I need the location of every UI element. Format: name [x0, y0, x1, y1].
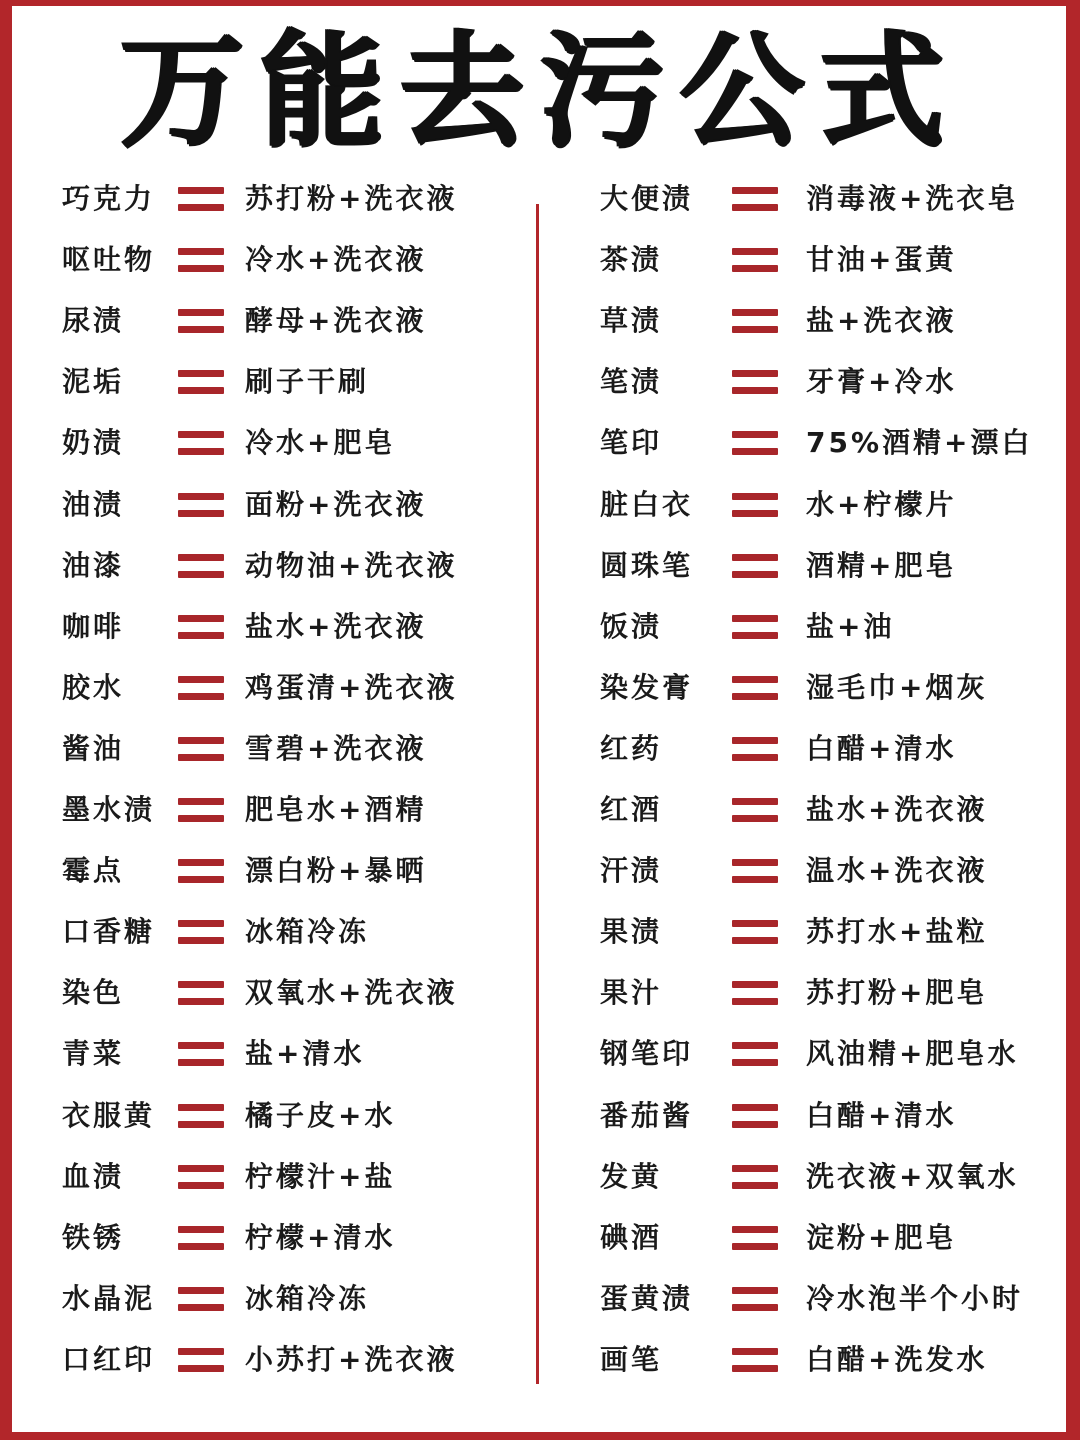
equals-sign-icon	[178, 1223, 224, 1255]
equals-bar-top	[732, 1165, 778, 1172]
remedy-text: 冰箱冷冻	[245, 915, 370, 949]
equals-bar-top	[178, 1287, 224, 1294]
remedy-text: 双氧水+洗衣液	[245, 976, 458, 1010]
equals-bar-top	[178, 1104, 224, 1111]
remedy-text: 盐+洗衣液	[806, 304, 957, 338]
remedy-text: 温水+洗衣液	[806, 854, 988, 888]
remedy-text: 冰箱冷冻	[245, 1281, 370, 1315]
equals-sign-icon	[732, 1039, 778, 1071]
remedy-text: 盐+油	[806, 609, 895, 643]
stain-name: 果渍	[600, 915, 663, 949]
equals-bar-top	[178, 431, 224, 438]
equals-bar-bottom	[178, 1182, 224, 1189]
stain-name: 油渍	[62, 487, 125, 521]
equals-bar-bottom	[732, 448, 778, 455]
equals-bar-top	[732, 248, 778, 255]
equals-sign-icon	[732, 978, 778, 1010]
equals-bar-top	[732, 1042, 778, 1049]
stain-name: 酱油	[62, 731, 125, 765]
equals-sign-icon	[732, 795, 778, 827]
equals-bar-bottom	[178, 510, 224, 517]
page-title: 万能去污公式	[119, 20, 960, 164]
equals-sign-icon	[178, 1162, 224, 1194]
equals-bar-bottom	[178, 693, 224, 700]
equals-sign-icon	[732, 612, 778, 644]
equals-bar-top	[178, 1226, 224, 1233]
equals-sign-icon	[732, 1223, 778, 1255]
stain-name: 染发膏	[600, 670, 694, 704]
equals-sign-icon	[178, 612, 224, 644]
remedy-text: 牙膏+冷水	[806, 365, 957, 399]
remedy-text: 75%酒精+漂白	[806, 426, 1033, 460]
stain-name: 巧克力	[62, 182, 156, 215]
equals-sign-icon	[732, 856, 778, 888]
equals-sign-icon	[732, 917, 778, 949]
equals-bar-bottom	[732, 1304, 778, 1311]
equals-bar-bottom	[178, 204, 224, 211]
stain-name: 笔渍	[600, 365, 663, 399]
remedy-text: 淀粉+肥皂	[806, 1220, 957, 1254]
remedy-text: 盐水+洗衣液	[245, 609, 427, 643]
remedy-text: 苏打粉+洗衣液	[245, 182, 458, 215]
equals-bar-bottom	[178, 1059, 224, 1066]
stain-name: 钢笔印	[600, 1037, 694, 1071]
stain-name: 圆珠笔	[600, 548, 694, 582]
stain-name: 口香糖	[62, 915, 156, 949]
stain-name: 铁锈	[62, 1220, 125, 1254]
equals-bar-top	[178, 554, 224, 561]
stain-name: 血渍	[62, 1159, 125, 1193]
equals-bar-top	[732, 1287, 778, 1294]
equals-sign-icon	[178, 734, 224, 766]
equals-bar-bottom	[732, 693, 778, 700]
equals-bar-bottom	[178, 1304, 224, 1311]
equals-bar-top	[178, 859, 224, 866]
remedy-text: 酵母+洗衣液	[245, 304, 427, 338]
equals-sign-icon	[178, 184, 224, 216]
remedy-text: 酒精+肥皂	[806, 548, 957, 582]
stain-name: 番茄酱	[600, 1098, 694, 1132]
equals-bar-top	[732, 920, 778, 927]
equals-bar-top	[732, 1104, 778, 1111]
equals-sign-icon	[178, 795, 224, 827]
equals-sign-icon	[178, 245, 224, 277]
stain-name: 汗渍	[600, 854, 663, 888]
stain-name: 茶渍	[600, 243, 663, 277]
equals-bar-top	[732, 798, 778, 805]
remedy-text: 洗衣液+双氧水	[806, 1159, 1019, 1193]
equals-bar-top	[178, 1042, 224, 1049]
equals-bar-top	[732, 493, 778, 500]
remedy-text: 苏打粉+肥皂	[806, 976, 988, 1010]
remedy-text: 鸡蛋清+洗衣液	[245, 670, 458, 704]
equals-bar-bottom	[178, 571, 224, 578]
equals-bar-top	[178, 1165, 224, 1172]
equals-bar-bottom	[732, 204, 778, 211]
equals-bar-bottom	[178, 754, 224, 761]
equals-bar-top	[178, 309, 224, 316]
remedy-text: 白醋+清水	[806, 1098, 957, 1132]
equals-sign-icon	[732, 367, 778, 399]
equals-bar-bottom	[732, 265, 778, 272]
equals-sign-icon	[178, 917, 224, 949]
equals-bar-top	[178, 1348, 224, 1355]
stain-name: 画笔	[600, 1342, 663, 1376]
remedy-text: 雪碧+洗衣液	[245, 731, 427, 765]
stain-name: 红药	[600, 731, 663, 765]
equals-bar-top	[732, 676, 778, 683]
equals-sign-icon	[732, 306, 778, 338]
stain-name: 染色	[62, 976, 125, 1010]
stain-name: 碘酒	[600, 1220, 663, 1254]
remedy-text: 盐水+洗衣液	[806, 793, 988, 826]
equals-bar-bottom	[178, 998, 224, 1005]
equals-bar-top	[178, 493, 224, 500]
equals-bar-top	[732, 615, 778, 622]
stain-name: 水晶泥	[62, 1281, 156, 1315]
equals-bar-bottom	[732, 754, 778, 761]
equals-sign-icon	[732, 734, 778, 766]
equals-bar-bottom	[732, 815, 778, 822]
stain-name: 墨水渍	[62, 793, 156, 826]
equals-bar-top	[732, 981, 778, 988]
equals-bar-top	[732, 737, 778, 744]
stain-name: 草渍	[600, 304, 663, 338]
stain-name: 油漆	[62, 548, 125, 582]
remedy-text: 甘油+蛋黄	[806, 243, 957, 277]
equals-bar-top	[178, 798, 224, 805]
equals-sign-icon	[732, 1162, 778, 1194]
equals-bar-bottom	[732, 937, 778, 944]
equals-sign-icon	[732, 1101, 778, 1133]
equals-bar-bottom	[178, 937, 224, 944]
remedy-text: 水+柠檬片	[806, 487, 957, 521]
equals-bar-bottom	[732, 1243, 778, 1250]
equals-bar-bottom	[178, 265, 224, 272]
remedy-text: 面粉+洗衣液	[245, 487, 427, 521]
equals-sign-icon	[178, 551, 224, 583]
column-divider	[536, 204, 539, 1384]
equals-sign-icon	[178, 306, 224, 338]
stain-name: 果汁	[600, 976, 663, 1010]
remedy-text: 动物油+洗衣液	[245, 548, 458, 582]
equals-bar-bottom	[178, 326, 224, 333]
equals-bar-bottom	[732, 876, 778, 883]
remedy-text: 冷水+洗衣液	[245, 243, 427, 277]
equals-bar-top	[732, 187, 778, 194]
equals-sign-icon	[178, 673, 224, 705]
remedy-text: 冷水+肥皂	[245, 426, 396, 460]
equals-bar-top	[178, 615, 224, 622]
equals-bar-bottom	[178, 387, 224, 394]
equals-bar-bottom	[732, 998, 778, 1005]
remedy-text: 刷子干刷	[245, 365, 370, 399]
equals-sign-icon	[732, 673, 778, 705]
equals-bar-bottom	[732, 510, 778, 517]
stain-name: 脏白衣	[600, 487, 694, 521]
equals-bar-bottom	[732, 387, 778, 394]
equals-bar-top	[178, 248, 224, 255]
equals-bar-top	[732, 309, 778, 316]
equals-sign-icon	[732, 551, 778, 583]
equals-bar-bottom	[732, 1059, 778, 1066]
equals-bar-bottom	[178, 876, 224, 883]
stain-name: 青菜	[62, 1037, 125, 1071]
equals-bar-top	[178, 187, 224, 194]
equals-sign-icon	[732, 184, 778, 216]
stain-name: 泥垢	[62, 365, 125, 399]
equals-bar-bottom	[178, 1365, 224, 1372]
stain-name: 霉点	[62, 854, 125, 888]
equals-bar-bottom	[178, 448, 224, 455]
stain-name: 尿渍	[62, 304, 125, 338]
equals-bar-bottom	[732, 1182, 778, 1189]
equals-sign-icon	[178, 1284, 224, 1316]
stain-name: 笔印	[600, 426, 663, 460]
equals-sign-icon	[178, 856, 224, 888]
equals-sign-icon	[178, 490, 224, 522]
remedy-text: 肥皂水+酒精	[245, 793, 427, 826]
stain-name: 咖啡	[62, 609, 125, 643]
equals-bar-bottom	[732, 1121, 778, 1128]
stain-name: 发黄	[600, 1159, 663, 1193]
equals-bar-bottom	[178, 1121, 224, 1128]
remedy-text: 冷水泡半个小时	[806, 1281, 1024, 1315]
stain-name: 口红印	[62, 1342, 156, 1376]
equals-sign-icon	[732, 428, 778, 460]
equals-bar-bottom	[732, 571, 778, 578]
equals-bar-top	[178, 737, 224, 744]
stain-name: 胶水	[62, 670, 125, 704]
equals-bar-bottom	[732, 632, 778, 639]
equals-bar-bottom	[178, 632, 224, 639]
remedy-text: 消毒液+洗衣皂	[806, 182, 1019, 215]
equals-bar-bottom	[178, 815, 224, 822]
remedy-text: 橘子皮+水	[245, 1098, 396, 1132]
stain-name: 蛋黄渍	[600, 1281, 694, 1315]
equals-bar-bottom	[178, 1243, 224, 1250]
equals-bar-top	[732, 1226, 778, 1233]
equals-bar-bottom	[732, 1365, 778, 1372]
equals-bar-top	[178, 676, 224, 683]
remedy-text: 漂白粉+暴晒	[245, 854, 427, 888]
equals-bar-top	[732, 370, 778, 377]
stain-name: 呕吐物	[62, 243, 156, 277]
equals-sign-icon	[178, 1039, 224, 1071]
equals-bar-top	[732, 431, 778, 438]
equals-sign-icon	[178, 428, 224, 460]
remedy-text: 苏打水+盐粒	[806, 915, 988, 949]
stain-name: 红酒	[600, 793, 663, 826]
remedy-text: 柠檬汁+盐	[245, 1159, 396, 1193]
equals-bar-bottom	[732, 326, 778, 333]
equals-sign-icon	[178, 1345, 224, 1377]
stain-name: 饭渍	[600, 609, 663, 643]
stain-name: 衣服黄	[62, 1098, 156, 1132]
equals-bar-top	[732, 859, 778, 866]
stain-name: 大便渍	[600, 182, 694, 215]
equals-bar-top	[732, 1348, 778, 1355]
remedy-text: 白醋+洗发水	[806, 1342, 988, 1376]
remedy-text: 柠檬+清水	[245, 1220, 396, 1254]
remedy-text: 盐+清水	[245, 1037, 365, 1071]
stain-name: 奶渍	[62, 426, 125, 460]
equals-bar-top	[178, 920, 224, 927]
remedy-text: 白醋+清水	[806, 731, 957, 765]
equals-sign-icon	[732, 490, 778, 522]
remedy-text: 风油精+肥皂水	[806, 1037, 1019, 1071]
equals-sign-icon	[178, 367, 224, 399]
equals-sign-icon	[732, 1345, 778, 1377]
equals-sign-icon	[178, 1101, 224, 1133]
equals-sign-icon	[178, 978, 224, 1010]
remedy-text: 湿毛巾+烟灰	[806, 670, 988, 704]
equals-sign-icon	[732, 245, 778, 277]
equals-bar-top	[178, 981, 224, 988]
equals-bar-top	[732, 554, 778, 561]
equals-bar-top	[178, 370, 224, 377]
equals-sign-icon	[732, 1284, 778, 1316]
remedy-text: 小苏打+洗衣液	[245, 1342, 458, 1376]
